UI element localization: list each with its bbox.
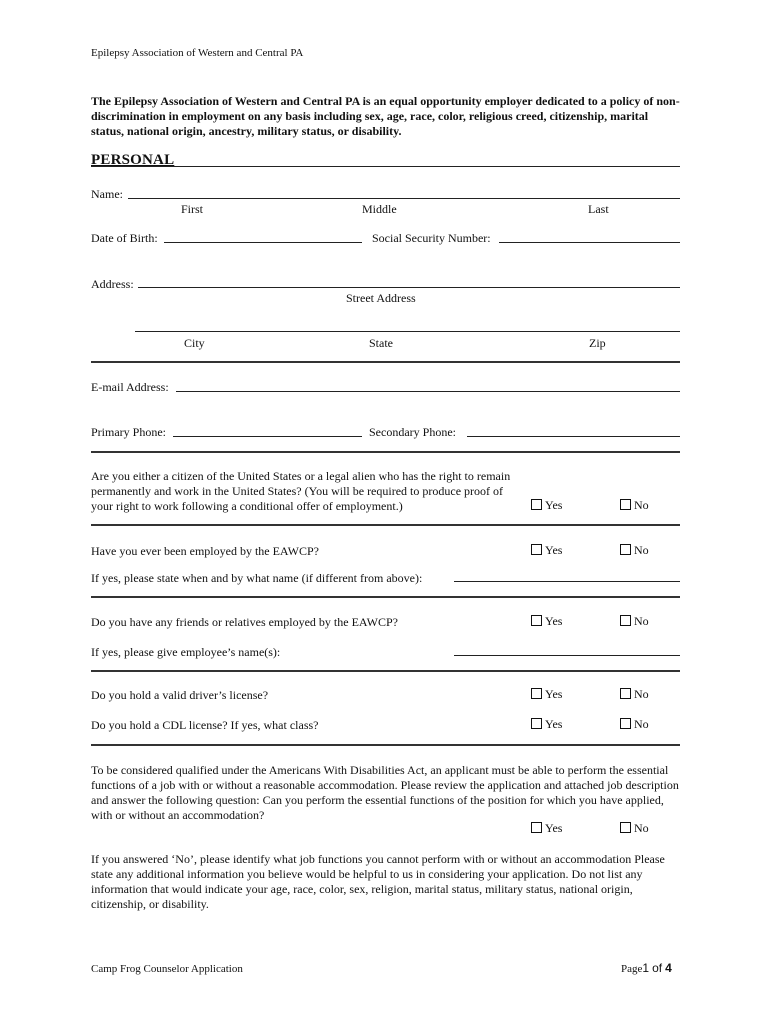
city-caption: City	[184, 336, 205, 350]
license-yes-checkbox[interactable]: Yes	[531, 687, 562, 702]
citizen-no-checkbox[interactable]: No	[620, 498, 649, 513]
divider	[91, 744, 680, 746]
email-input[interactable]	[176, 391, 680, 392]
friends-no-checkbox[interactable]: No	[620, 614, 649, 629]
license-question: Do you hold a valid driver’s license?	[91, 688, 269, 702]
friends-yes-checkbox[interactable]: Yes	[531, 614, 562, 629]
ssn-input[interactable]	[499, 242, 680, 243]
friends-followup-input[interactable]	[454, 655, 680, 656]
name-middle-caption: Middle	[362, 202, 397, 216]
name-label: Name:	[91, 187, 123, 201]
checkbox-icon	[531, 499, 542, 510]
checkbox-icon	[531, 688, 542, 699]
header-org: Epilepsy Association of Western and Central PA	[91, 47, 304, 59]
street-caption: Street Address	[346, 291, 416, 305]
divider	[91, 670, 680, 672]
divider	[91, 361, 680, 363]
ssn-label: Social Security Number:	[372, 231, 491, 245]
checkbox-icon	[620, 544, 631, 555]
cdl-yes-checkbox[interactable]: Yes	[531, 717, 562, 732]
address-label: Address:	[91, 277, 134, 291]
email-label: E-mail Address:	[91, 380, 169, 394]
divider	[91, 596, 680, 598]
checkbox-icon	[620, 688, 631, 699]
employed-question: Have you ever been employed by the EAWCP?	[91, 544, 319, 558]
employed-followup-input[interactable]	[454, 581, 680, 582]
secondary-phone-input[interactable]	[467, 436, 680, 437]
intro-statement: The Epilepsy Association of Western and Central PA is an equal opportunity employer dedicated to a policy of non-discrimination in employment on any basis including sex, age, race, color, religious creed, citizenship, marital status, national origin, ancestry, military status, or disability.	[91, 94, 680, 138]
address-street-input[interactable]	[138, 287, 680, 288]
citizen-yes-checkbox[interactable]: Yes	[531, 498, 562, 513]
footer-title: Camp Frog Counselor Application	[91, 963, 243, 975]
divider	[91, 451, 680, 453]
checkbox-icon	[620, 822, 631, 833]
primary-phone-label: Primary Phone:	[91, 425, 166, 439]
section-title-personal: PERSONAL	[91, 152, 175, 168]
dob-label: Date of Birth:	[91, 231, 158, 245]
divider	[91, 524, 680, 526]
dob-input[interactable]	[164, 242, 362, 243]
ada-no-checkbox[interactable]: No	[620, 821, 649, 836]
cdl-question: Do you hold a CDL license? If yes, what class?	[91, 718, 319, 732]
primary-phone-input[interactable]	[173, 436, 362, 437]
checkbox-icon	[620, 499, 631, 510]
section-underline	[91, 166, 680, 167]
citizen-question: Are you either a citizen of the United States or a legal alien who has the right to remain permanently and work in the United States? (You will be required to produce proof of your right to work following a conditional offer of employment.)	[91, 469, 511, 513]
checkbox-icon	[531, 718, 542, 729]
friends-followup-label: If yes, please give employee’s name(s):	[91, 645, 281, 659]
state-caption: State	[369, 336, 393, 350]
checkbox-icon	[620, 615, 631, 626]
cdl-no-checkbox[interactable]: No	[620, 717, 649, 732]
checkbox-icon	[531, 615, 542, 626]
employed-no-checkbox[interactable]: No	[620, 543, 649, 558]
page-number: Page1 of 4	[621, 961, 672, 975]
employed-followup-label: If yes, please state when and by what name (if different from above):	[91, 571, 423, 585]
ada-statement: To be considered qualified under the Americans With Disabilities Act, an applicant must be able to perform the essential functions of a job with or without a reasonable accommodation. Please review the application and attached job description and answer the following question: Can you perform the essential functions of the position for which you have applied, with or without an accommodation?	[91, 763, 679, 822]
zip-caption: Zip	[589, 336, 606, 350]
no-followup-instructions: If you answered ‘No’, please identify what job functions you cannot perform with or without an accommodation Please state any additional information you believe would be helpful to us in considering your application. Do not list any information that would indicate your age, race, color, sex, religion, marital status, military status, national origin, citizenship, or disability.	[91, 852, 665, 911]
license-no-checkbox[interactable]: No	[620, 687, 649, 702]
name-last-caption: Last	[588, 202, 609, 216]
checkbox-icon	[531, 822, 542, 833]
checkbox-icon	[620, 718, 631, 729]
friends-question: Do you have any friends or relatives employed by the EAWCP?	[91, 615, 398, 629]
secondary-phone-label: Secondary Phone:	[369, 425, 456, 439]
name-first-caption: First	[181, 202, 204, 216]
name-input[interactable]	[128, 198, 680, 199]
checkbox-icon	[531, 544, 542, 555]
address-city-state-zip-input[interactable]	[135, 331, 680, 332]
ada-yes-checkbox[interactable]: Yes	[531, 821, 562, 836]
employed-yes-checkbox[interactable]: Yes	[531, 543, 562, 558]
